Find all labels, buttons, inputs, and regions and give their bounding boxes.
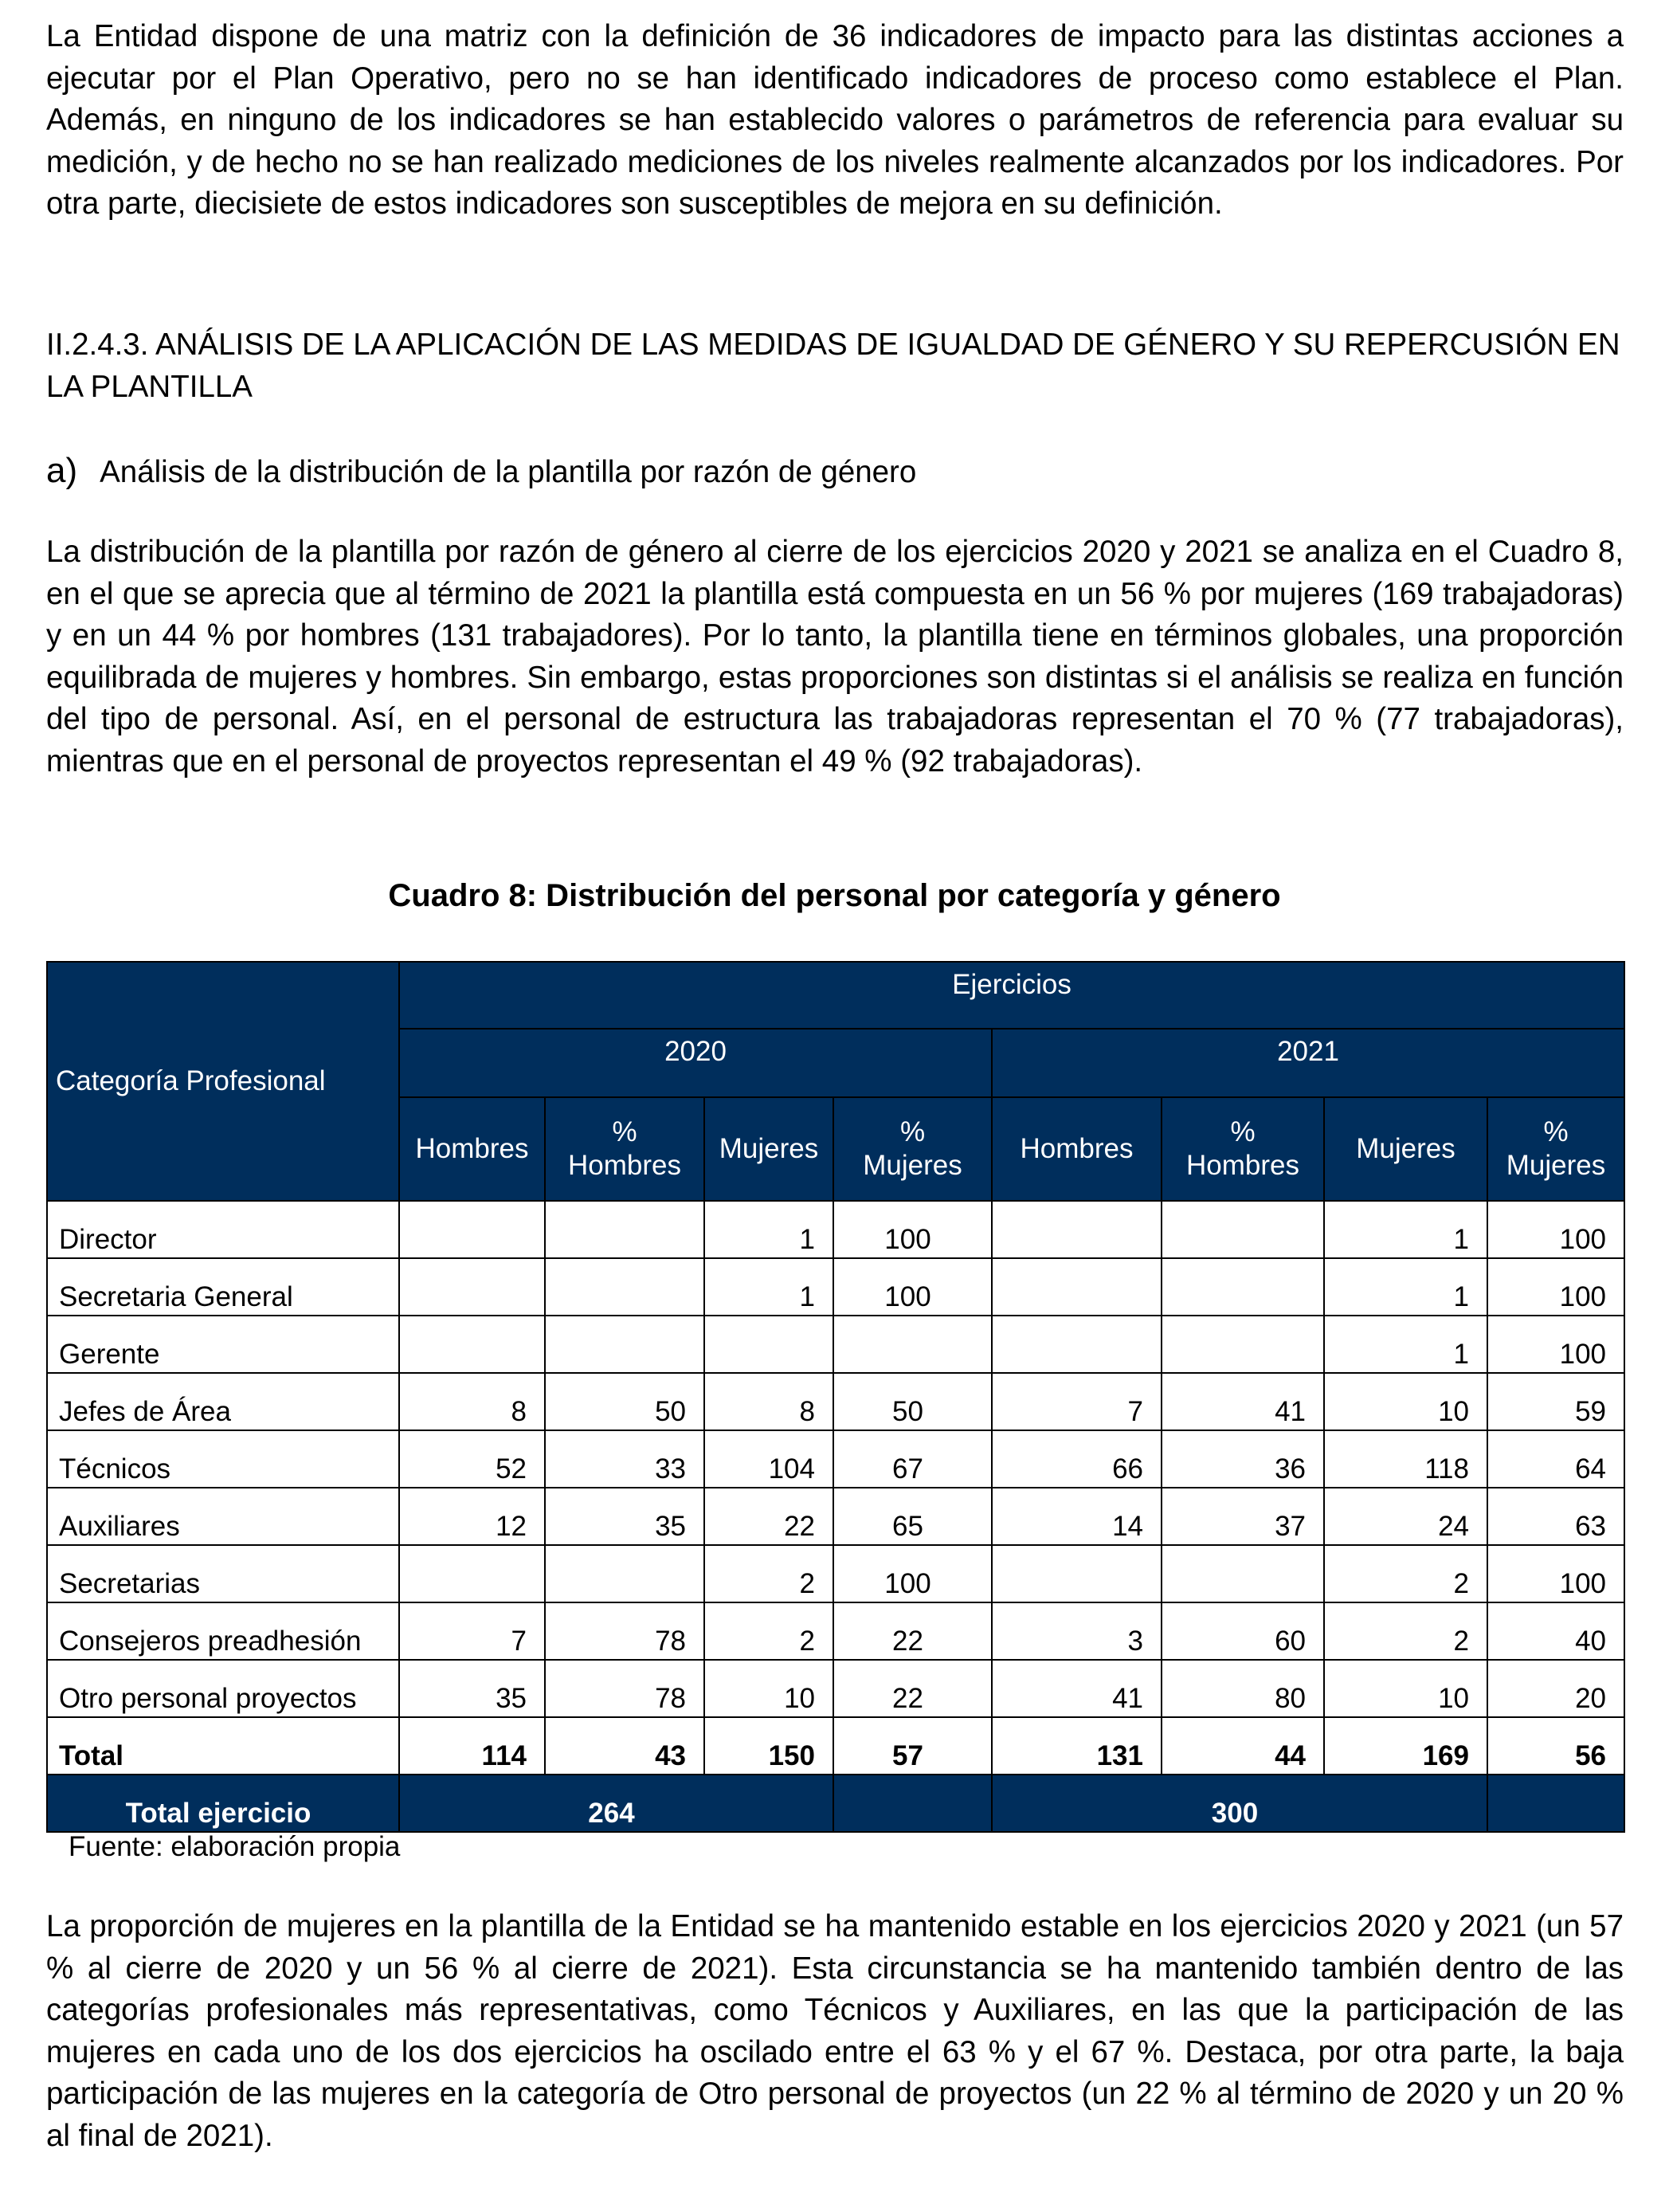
column-header-line: Hombres [568, 1150, 681, 1181]
column-header-line: Hombres [1020, 1133, 1134, 1164]
row-label: Total [47, 1717, 399, 1775]
column-header [992, 1097, 1162, 1201]
table-cell [545, 1316, 704, 1373]
table-cell: 33 [545, 1430, 704, 1488]
table-row [47, 1660, 1624, 1717]
table-cell [399, 1545, 545, 1602]
table-cell [399, 1316, 545, 1373]
table-cell [1162, 1316, 1324, 1373]
table-cell: 59 [1487, 1373, 1624, 1430]
column-header-line: Mujeres [863, 1150, 962, 1181]
table-cell: 64 [1487, 1430, 1624, 1488]
row-label: Secretaria General [47, 1258, 399, 1316]
table-cell [1162, 1258, 1324, 1316]
table-cell: 50 [833, 1373, 992, 1430]
column-header-line: Hombres [1186, 1150, 1299, 1181]
table-row [47, 1201, 1624, 1258]
table-cell: 2 [1324, 1545, 1487, 1602]
column-header [704, 1097, 833, 1201]
table-cell: 1 [704, 1201, 833, 1258]
total-2021: 300 [992, 1775, 1487, 1832]
table-cell: 10 [1324, 1660, 1487, 1717]
table-cell: 41 [992, 1660, 1162, 1717]
table-caption: Cuadro 8: Distribución del personal por categoría y género [388, 878, 1281, 913]
row-label: Consejeros preadhesión [47, 1602, 399, 1660]
table-cell: 44 [1162, 1717, 1324, 1775]
table-cell [545, 1258, 704, 1316]
table-row [47, 1602, 1624, 1660]
column-header-line: Mujeres [1356, 1133, 1455, 1164]
column-header-line: % [612, 1116, 637, 1147]
staff-distribution-table [46, 961, 1625, 1833]
table-cell [992, 1258, 1162, 1316]
table-cell: 56 [1487, 1717, 1624, 1775]
row-label: Técnicos [47, 1430, 399, 1488]
total-ejercicio-label: Total ejercicio [47, 1775, 399, 1832]
table-cell: 78 [545, 1660, 704, 1717]
table-cell [992, 1201, 1162, 1258]
row-label: Gerente [47, 1316, 399, 1373]
table-cell: 10 [1324, 1373, 1487, 1430]
table-cell: 2 [704, 1602, 833, 1660]
table-cell: 35 [399, 1660, 545, 1717]
header-year-2020: 2020 [399, 1029, 992, 1097]
table-cell: 22 [704, 1488, 833, 1545]
table-cell [704, 1316, 833, 1373]
table-cell: 100 [1487, 1258, 1624, 1316]
table-cell: 131 [992, 1717, 1162, 1775]
row-label: Jefes de Área [47, 1373, 399, 1430]
table-cell: 43 [545, 1717, 704, 1775]
column-header-line: % [1230, 1116, 1256, 1147]
row-label: Director [47, 1201, 399, 1258]
table-cell: 37 [1162, 1488, 1324, 1545]
subheading-text: Análisis de la distribución de la plantilla por razón de género [100, 455, 917, 489]
table-cell [992, 1316, 1162, 1373]
table-cell: 35 [545, 1488, 704, 1545]
row-label: Secretarias [47, 1545, 399, 1602]
table-cell: 7 [399, 1602, 545, 1660]
table-cell [992, 1545, 1162, 1602]
table-cell: 22 [833, 1602, 992, 1660]
table-cell: 66 [992, 1430, 1162, 1488]
subheading-letter: a) [46, 451, 78, 490]
table-cell [1162, 1201, 1324, 1258]
paragraph-indicators: La Entidad dispone de una matriz con la definición de 36 indicadores de impacto para las distintas acciones a ejecutar por el Plan Operativo, pero no se han identificado indicadores de proceso como establece el Plan. Además, en ninguno de los indicadores se han establecido valores o parámetros de referencia para evaluar su medición, y de hecho no se han realizado mediciones de los niveles realmente alcanzados por los indicadores. Por otra parte, diecisiete de estos indicadores son susceptibles de mejora en su definición. [46, 19, 1624, 221]
table-cell: 2 [1324, 1602, 1487, 1660]
table-cell: 80 [1162, 1660, 1324, 1717]
table-cell: 78 [545, 1602, 704, 1660]
table-cell: 100 [1487, 1201, 1624, 1258]
empty-cell [1487, 1775, 1624, 1832]
table-cell: 22 [833, 1660, 992, 1717]
table-cell: 169 [1324, 1717, 1487, 1775]
table-cell: 50 [545, 1373, 704, 1430]
table-cell: 100 [833, 1201, 992, 1258]
table-cell [833, 1316, 992, 1373]
column-header [1162, 1097, 1324, 1201]
table-cell [545, 1201, 704, 1258]
table-cell: 7 [992, 1373, 1162, 1430]
row-label: Otro personal proyectos [47, 1660, 399, 1717]
total-row [47, 1717, 1624, 1775]
table-row [47, 1545, 1624, 1602]
table-cell: 1 [1324, 1201, 1487, 1258]
table-cell: 8 [704, 1373, 833, 1430]
table-cell [1162, 1545, 1324, 1602]
table-cell [399, 1201, 545, 1258]
table-cell: 2 [704, 1545, 833, 1602]
table-cell: 150 [704, 1717, 833, 1775]
column-header-line: Mujeres [1506, 1150, 1606, 1181]
header-year-2021: 2021 [992, 1029, 1624, 1097]
column-header [545, 1097, 704, 1201]
column-header [833, 1097, 992, 1201]
table-cell: 57 [833, 1717, 992, 1775]
table-cell: 8 [399, 1373, 545, 1430]
table-cell: 100 [1487, 1545, 1624, 1602]
table-cell: 14 [992, 1488, 1162, 1545]
subheading [46, 450, 1624, 494]
table-cell [545, 1545, 704, 1602]
table-cell: 36 [1162, 1430, 1324, 1488]
paragraph-conclusion: La proporción de mujeres en la plantilla de la Entidad se ha mantenido estable en los ejercicios 2020 y 2021 (un 57 % al cierre de 2020 y un 56 % al cierre de 2021). Esta circunstancia se ha mantenido también dentro de las categorías profesionales más representativas, como Técnicos y Auxiliares, en las que la participación de las mujeres en cada uno de los dos ejercicios ha oscilado entre el 63 % y el 67 %. Destaca, por otra parte, la baja participación de las mujeres en la categoría de Otro personal de proyectos (un 22 % al término de 2020 y un 20 % al final de 2021). [46, 1909, 1624, 2153]
table-cell: 52 [399, 1430, 545, 1488]
column-header-line: % [899, 1116, 926, 1147]
row-label: Auxiliares [47, 1488, 399, 1545]
table-cell: 40 [1487, 1602, 1624, 1660]
table-source: Fuente: elaboración propia [69, 1831, 401, 1862]
table-cell: 60 [1162, 1602, 1324, 1660]
table-cell: 24 [1324, 1488, 1487, 1545]
table-cell: 3 [992, 1602, 1162, 1660]
table-cell: 1 [1324, 1316, 1487, 1373]
table-cell: 20 [1487, 1660, 1624, 1717]
table-cell: 1 [1324, 1258, 1487, 1316]
empty-cell [833, 1775, 992, 1832]
total-ejercicio-row [47, 1775, 1624, 1832]
table-cell: 1 [704, 1258, 833, 1316]
table-cell: 100 [833, 1258, 992, 1316]
column-header-line: Mujeres [719, 1133, 819, 1164]
header-category: Categoría Profesional [47, 962, 399, 1201]
paragraph-distribution: La distribución de la plantilla por razón de género al cierre de los ejercicios 2020 y 2021 se analiza en el Cuadro 8, en el que se aprecia que al término de 2021 la plantilla está compuesta en un 56 % por mujeres (169 trabajadoras) y en un 44 % por hombres (131 trabajadores). Por lo tanto, la plantilla tiene en términos globales, una proporción equilibrada de mujeres y hombres. Sin embargo, estas proporciones son distintas si el análisis se realiza en función del tipo de personal. Así, en el personal de estructura las trabajadoras representan el 70 % (77 trabajadoras), mientras que en el personal de proyectos representan el 49 % (92 trabajadoras). [46, 535, 1624, 779]
table-row [47, 1258, 1624, 1316]
table-cell: 65 [833, 1488, 992, 1545]
table-row [47, 1373, 1624, 1430]
table-cell: 114 [399, 1717, 545, 1775]
column-header [1324, 1097, 1487, 1201]
table-cell: 41 [1162, 1373, 1324, 1430]
column-header-line: Hombres [415, 1133, 529, 1164]
table-cell [399, 1258, 545, 1316]
column-header-line: % [1543, 1116, 1569, 1147]
section-heading: II.2.4.3. ANÁLISIS DE LA APLICACIÓN DE LAS MEDIDAS DE IGUALDAD DE GÉNERO Y SU REPERCUSIÓN EN LA PLANTILLA [46, 327, 1620, 404]
table-row [47, 1430, 1624, 1488]
table-cell: 10 [704, 1660, 833, 1717]
table-cell: 100 [833, 1545, 992, 1602]
table-cell: 63 [1487, 1488, 1624, 1545]
table-row [47, 1316, 1624, 1373]
header-ejercicios: Ejercicios [399, 962, 1624, 1029]
table-row [47, 1488, 1624, 1545]
total-2020: 264 [399, 1775, 833, 1832]
table-cell: 118 [1324, 1430, 1487, 1488]
table-cell: 104 [704, 1430, 833, 1488]
table-cell: 12 [399, 1488, 545, 1545]
column-header [399, 1097, 545, 1201]
column-header [1487, 1097, 1624, 1201]
table-cell: 67 [833, 1430, 992, 1488]
table-cell: 100 [1487, 1316, 1624, 1373]
